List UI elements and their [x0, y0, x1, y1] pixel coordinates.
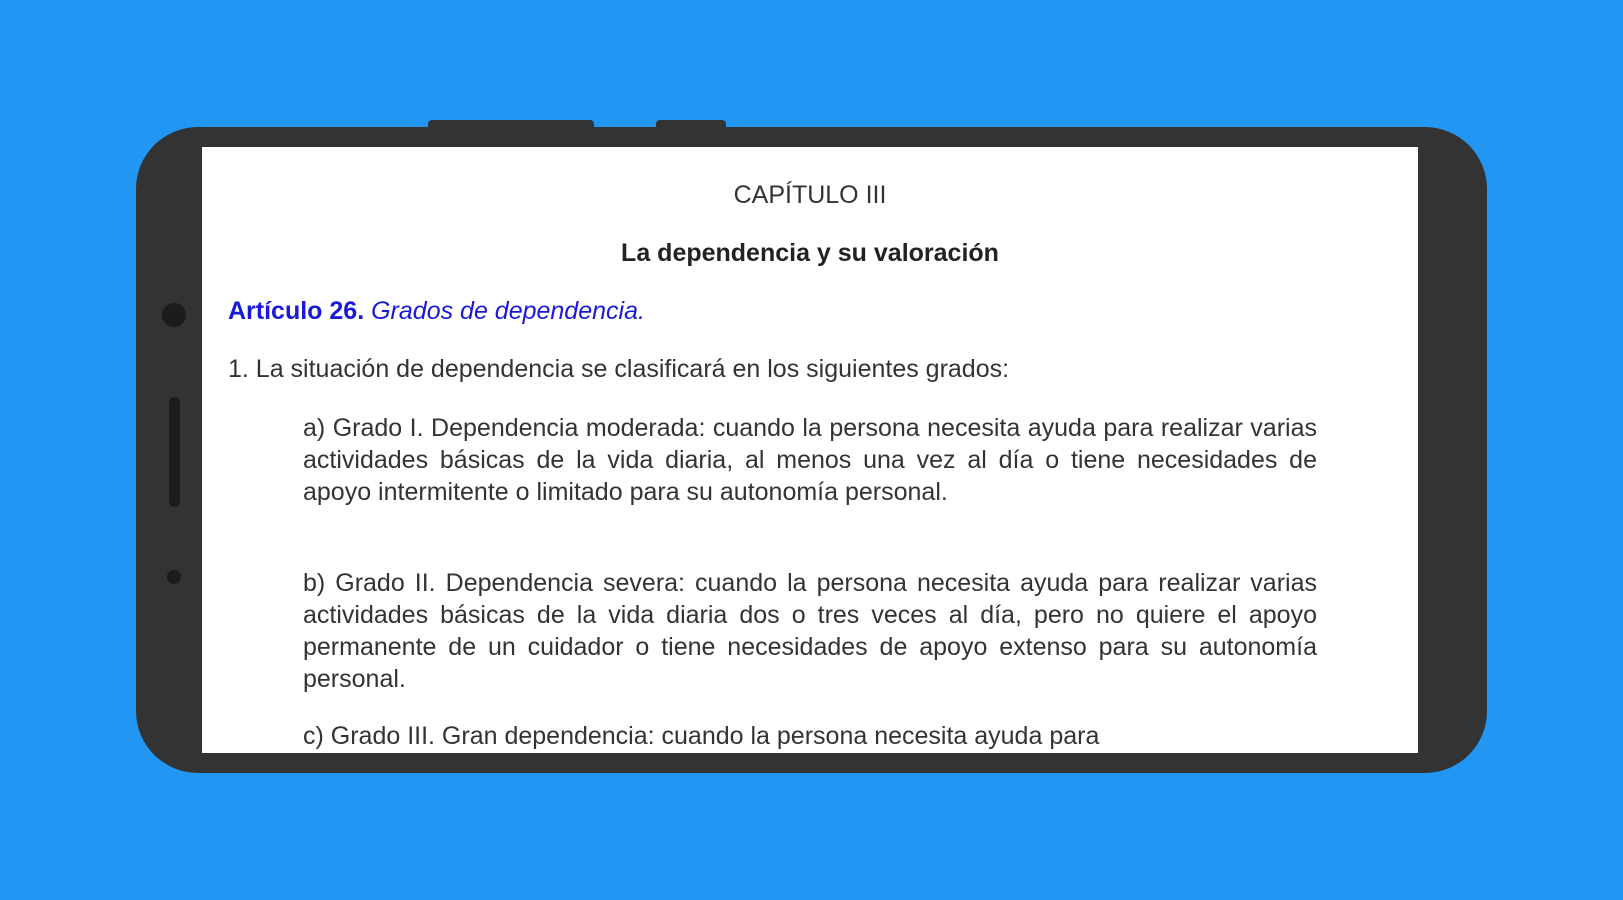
article-number: Artículo 26.: [228, 297, 365, 325]
list-item: b) Grado II. Dependencia severa: cuando la persona necesita ayuda para realizar varias actividades básicas de la vida diaria dos o tres veces al día, pero no quiere el apoyo permanente de un cuidador o tiene necesidades de apoyo extenso para su autonomía personal.: [303, 569, 1317, 693]
document-screen[interactable]: [202, 147, 1418, 753]
article-heading: [228, 297, 645, 326]
front-camera-icon: [162, 303, 186, 327]
list-item: c) Grado III. Gran dependencia: cuando la persona necesita ayuda para: [303, 722, 1100, 750]
chapter-title: La dependencia y su valoración: [621, 239, 999, 267]
chapter-heading: CAPÍTULO III: [733, 181, 887, 209]
speaker-grille: [169, 397, 180, 507]
power-button: [656, 120, 726, 129]
volume-button: [428, 120, 594, 129]
paragraph-intro: 1. La situación de dependencia se clasificará en los siguientes grados:: [228, 355, 1010, 383]
phone-frame: [136, 127, 1487, 773]
proximity-sensor: [167, 570, 181, 584]
list-item: a) Grado I. Dependencia moderada: cuando la persona necesita ayuda para realizar varias actividades básicas de la vida diaria, al menos una vez al día o tiene necesidades de apoyo intermitente o limitado para su autonomía personal.: [303, 414, 1317, 506]
article-title: Grados de dependencia.: [371, 297, 645, 325]
